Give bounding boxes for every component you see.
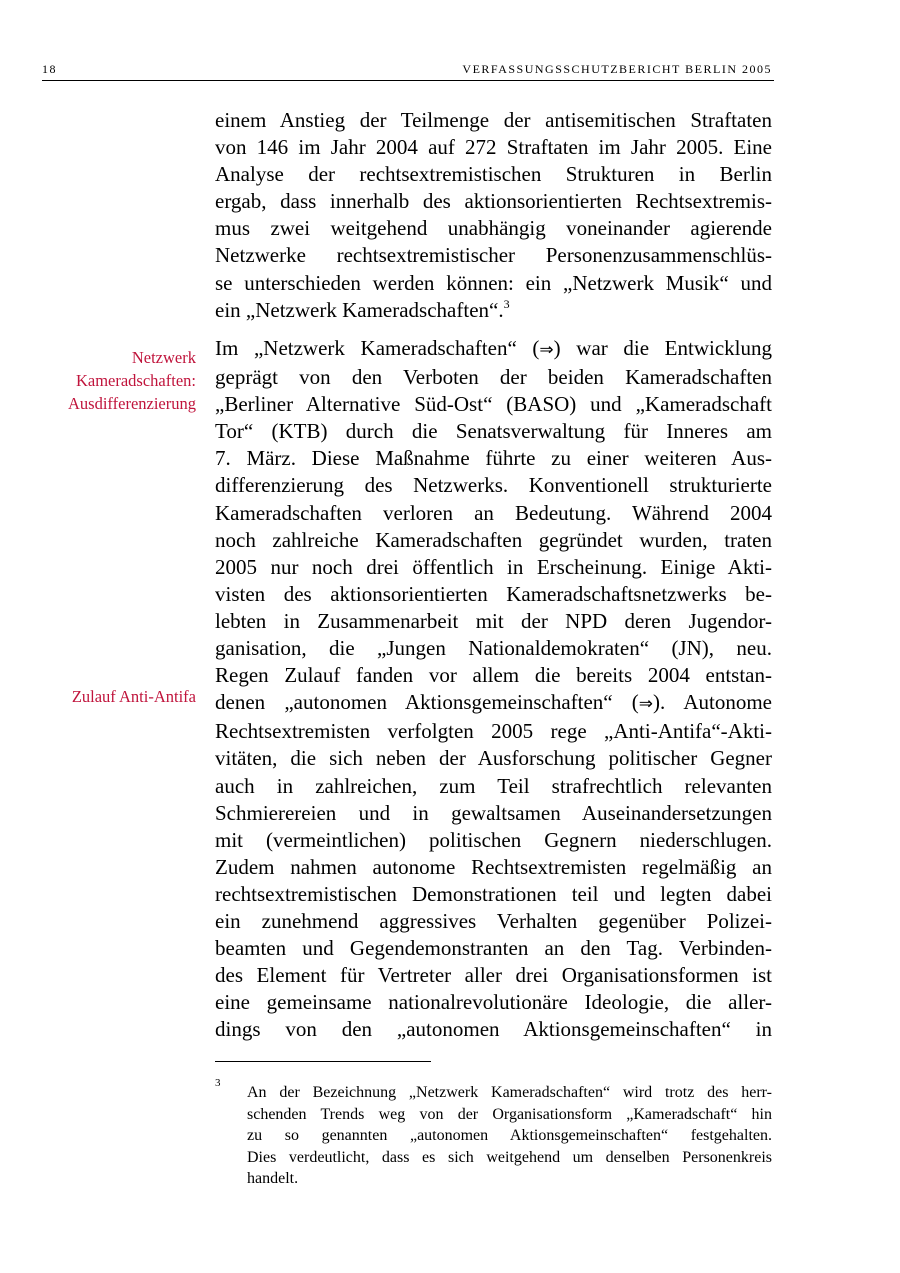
text-line: noch zahlreiche Kameradschaften gegründet wurden, traten xyxy=(215,527,772,552)
text-line: se unterschieden werden können: ein „Netzwerk Musik“ und xyxy=(215,270,772,295)
text-line: Analyse der rechtsextremistischen Strukturen in Berlin xyxy=(215,162,772,187)
text-line: rechtsextremistischen Demonstrationen teil und legten dabei xyxy=(215,881,772,906)
text-line: ein zunehmend aggressives Verhalten gegenüber Polizei- xyxy=(215,908,772,933)
text-segment: ein „Netzwerk Kameradschaften“. xyxy=(215,297,504,322)
footnote-line: schenden Trends weg von der Organisationsform „Kameradschaft“ hin xyxy=(247,1105,772,1123)
text-line: einem Anstieg der Teilmenge der antisemitischen Straftaten xyxy=(215,108,772,132)
text-line xyxy=(215,297,772,324)
text-segment: denen „autonomen Aktionsgemeinschaften“ ( xyxy=(215,690,639,715)
paragraph-1-text xyxy=(215,107,772,324)
text-line: „Berliner Alternative Süd-Ost“ (BASO) und „Kameradschaft xyxy=(215,392,772,417)
text-line xyxy=(215,335,772,364)
text-line: Rechtsextremisten verfolgten 2005 rege „Anti-Antifa“-Akti- xyxy=(215,719,772,744)
text-line: mus zwei weitgehend unabhängig voneinander agierende xyxy=(215,216,772,241)
footnote-separator xyxy=(215,1061,431,1062)
text-line: von 146 im Jahr 2004 auf 272 Straftaten im Jahr 2005. Eine xyxy=(215,135,772,160)
margin-note-netzwerk xyxy=(68,346,196,415)
running-title: VERFASSUNGSSCHUTZBERICHT BERLIN 2005 xyxy=(462,62,772,76)
footnote-reference: 3 xyxy=(503,296,510,311)
text-line: Netzwerke rechtsextremistischer Personenzusammenschlüs- xyxy=(215,243,772,268)
footnote-line: zu so genannten „autonomen Aktionsgemeinschaften“ festgehalten. xyxy=(247,1127,772,1144)
text-line: des Element für Vertreter aller drei Organisationsformen ist xyxy=(215,963,772,988)
text-line: beamten und Gegendemonstranten an den Tag. Verbinden- xyxy=(215,936,772,961)
text-line: Kameradschaften verloren an Bedeutung. Während 2004 xyxy=(215,500,772,525)
text-line: Regen Zulauf fanden vor allem die bereits 2004 entstan- xyxy=(215,663,772,688)
margin-note-line: Ausdifferenzierung xyxy=(68,394,196,413)
footnote-line: Dies verdeutlicht, dass es sich weitgehend um denselben Personenkreis xyxy=(247,1148,772,1166)
text-line: geprägt von den Verboten der beiden Kameradschaften xyxy=(215,365,772,390)
paragraph-2-text xyxy=(215,335,772,1043)
text-line: vitäten, die sich neben der Ausforschung politischer Gegner xyxy=(215,746,772,771)
text-line: differenzierung des Netzwerks. Konventionell strukturierte xyxy=(215,473,772,498)
margin-note-line: Kameradschaften: xyxy=(75,371,196,390)
cross-reference-arrow-icon: ⇒ xyxy=(539,340,554,360)
text-line: 2005 nur noch drei öffentlich in Erscheinung. Einige Akti- xyxy=(215,554,772,579)
text-line: Tor“ (KTB) durch die Senatsverwaltung für Inneres am xyxy=(215,419,772,444)
text-segment: ) war die Entwicklung xyxy=(553,336,772,360)
page-number: 18 xyxy=(42,62,57,76)
footnote-text xyxy=(247,1082,772,1190)
text-line: mit (vermeintlichen) politischen Gegnern niederschlugen. xyxy=(215,827,772,852)
text-line: ergab, dass innerhalb des aktionsorientierten Rechtsextremis- xyxy=(215,189,772,214)
text-line: visten des aktionsorientierten Kameradschaftsnetzwerks be- xyxy=(215,581,772,606)
margin-note-line: Netzwerk xyxy=(131,348,196,367)
text-line: Schmierereien und in gewaltsamen Auseinandersetzungen xyxy=(215,800,772,825)
text-line: Zudem nahmen autonome Rechtsextremisten regelmäßig an xyxy=(215,854,772,879)
text-line: dings von den „autonomen Aktionsgemeinschaften“ in xyxy=(215,1017,772,1042)
margin-note-line: Zulauf Anti-Antifa xyxy=(71,687,196,706)
paragraph-2 xyxy=(215,335,772,1043)
text-line: ganisation, die „Jungen Nationaldemokraten“ (JN), neu. xyxy=(215,636,772,661)
text-line: auch in zahlreichen, zum Teil strafrechtlich relevanten xyxy=(215,773,772,798)
cross-reference-arrow-icon: ⇒ xyxy=(638,694,654,715)
text-line: 7. März. Diese Maßnahme führte zu einer weiteren Aus- xyxy=(215,446,772,471)
text-segment: ). Autonome xyxy=(653,690,772,715)
text-line: lebten in Zusammenarbeit mit der NPD deren Jugendor- xyxy=(215,608,772,633)
footnote-marker: 3 xyxy=(215,1077,221,1089)
text-line xyxy=(215,689,772,718)
paragraph-1 xyxy=(215,107,772,324)
margin-note-anti-antifa xyxy=(72,685,196,708)
footnote-line: An der Bezeichnung „Netzwerk Kameradschaften“ wird trotz des herr- xyxy=(247,1084,772,1101)
text-segment: Im „Netzwerk Kameradschaften“ ( xyxy=(215,336,540,360)
text-line: eine gemeinsame nationalrevolutionäre Ideologie, die aller- xyxy=(215,990,772,1015)
page-header xyxy=(42,60,774,81)
footnote-line: handelt. xyxy=(247,1170,299,1187)
